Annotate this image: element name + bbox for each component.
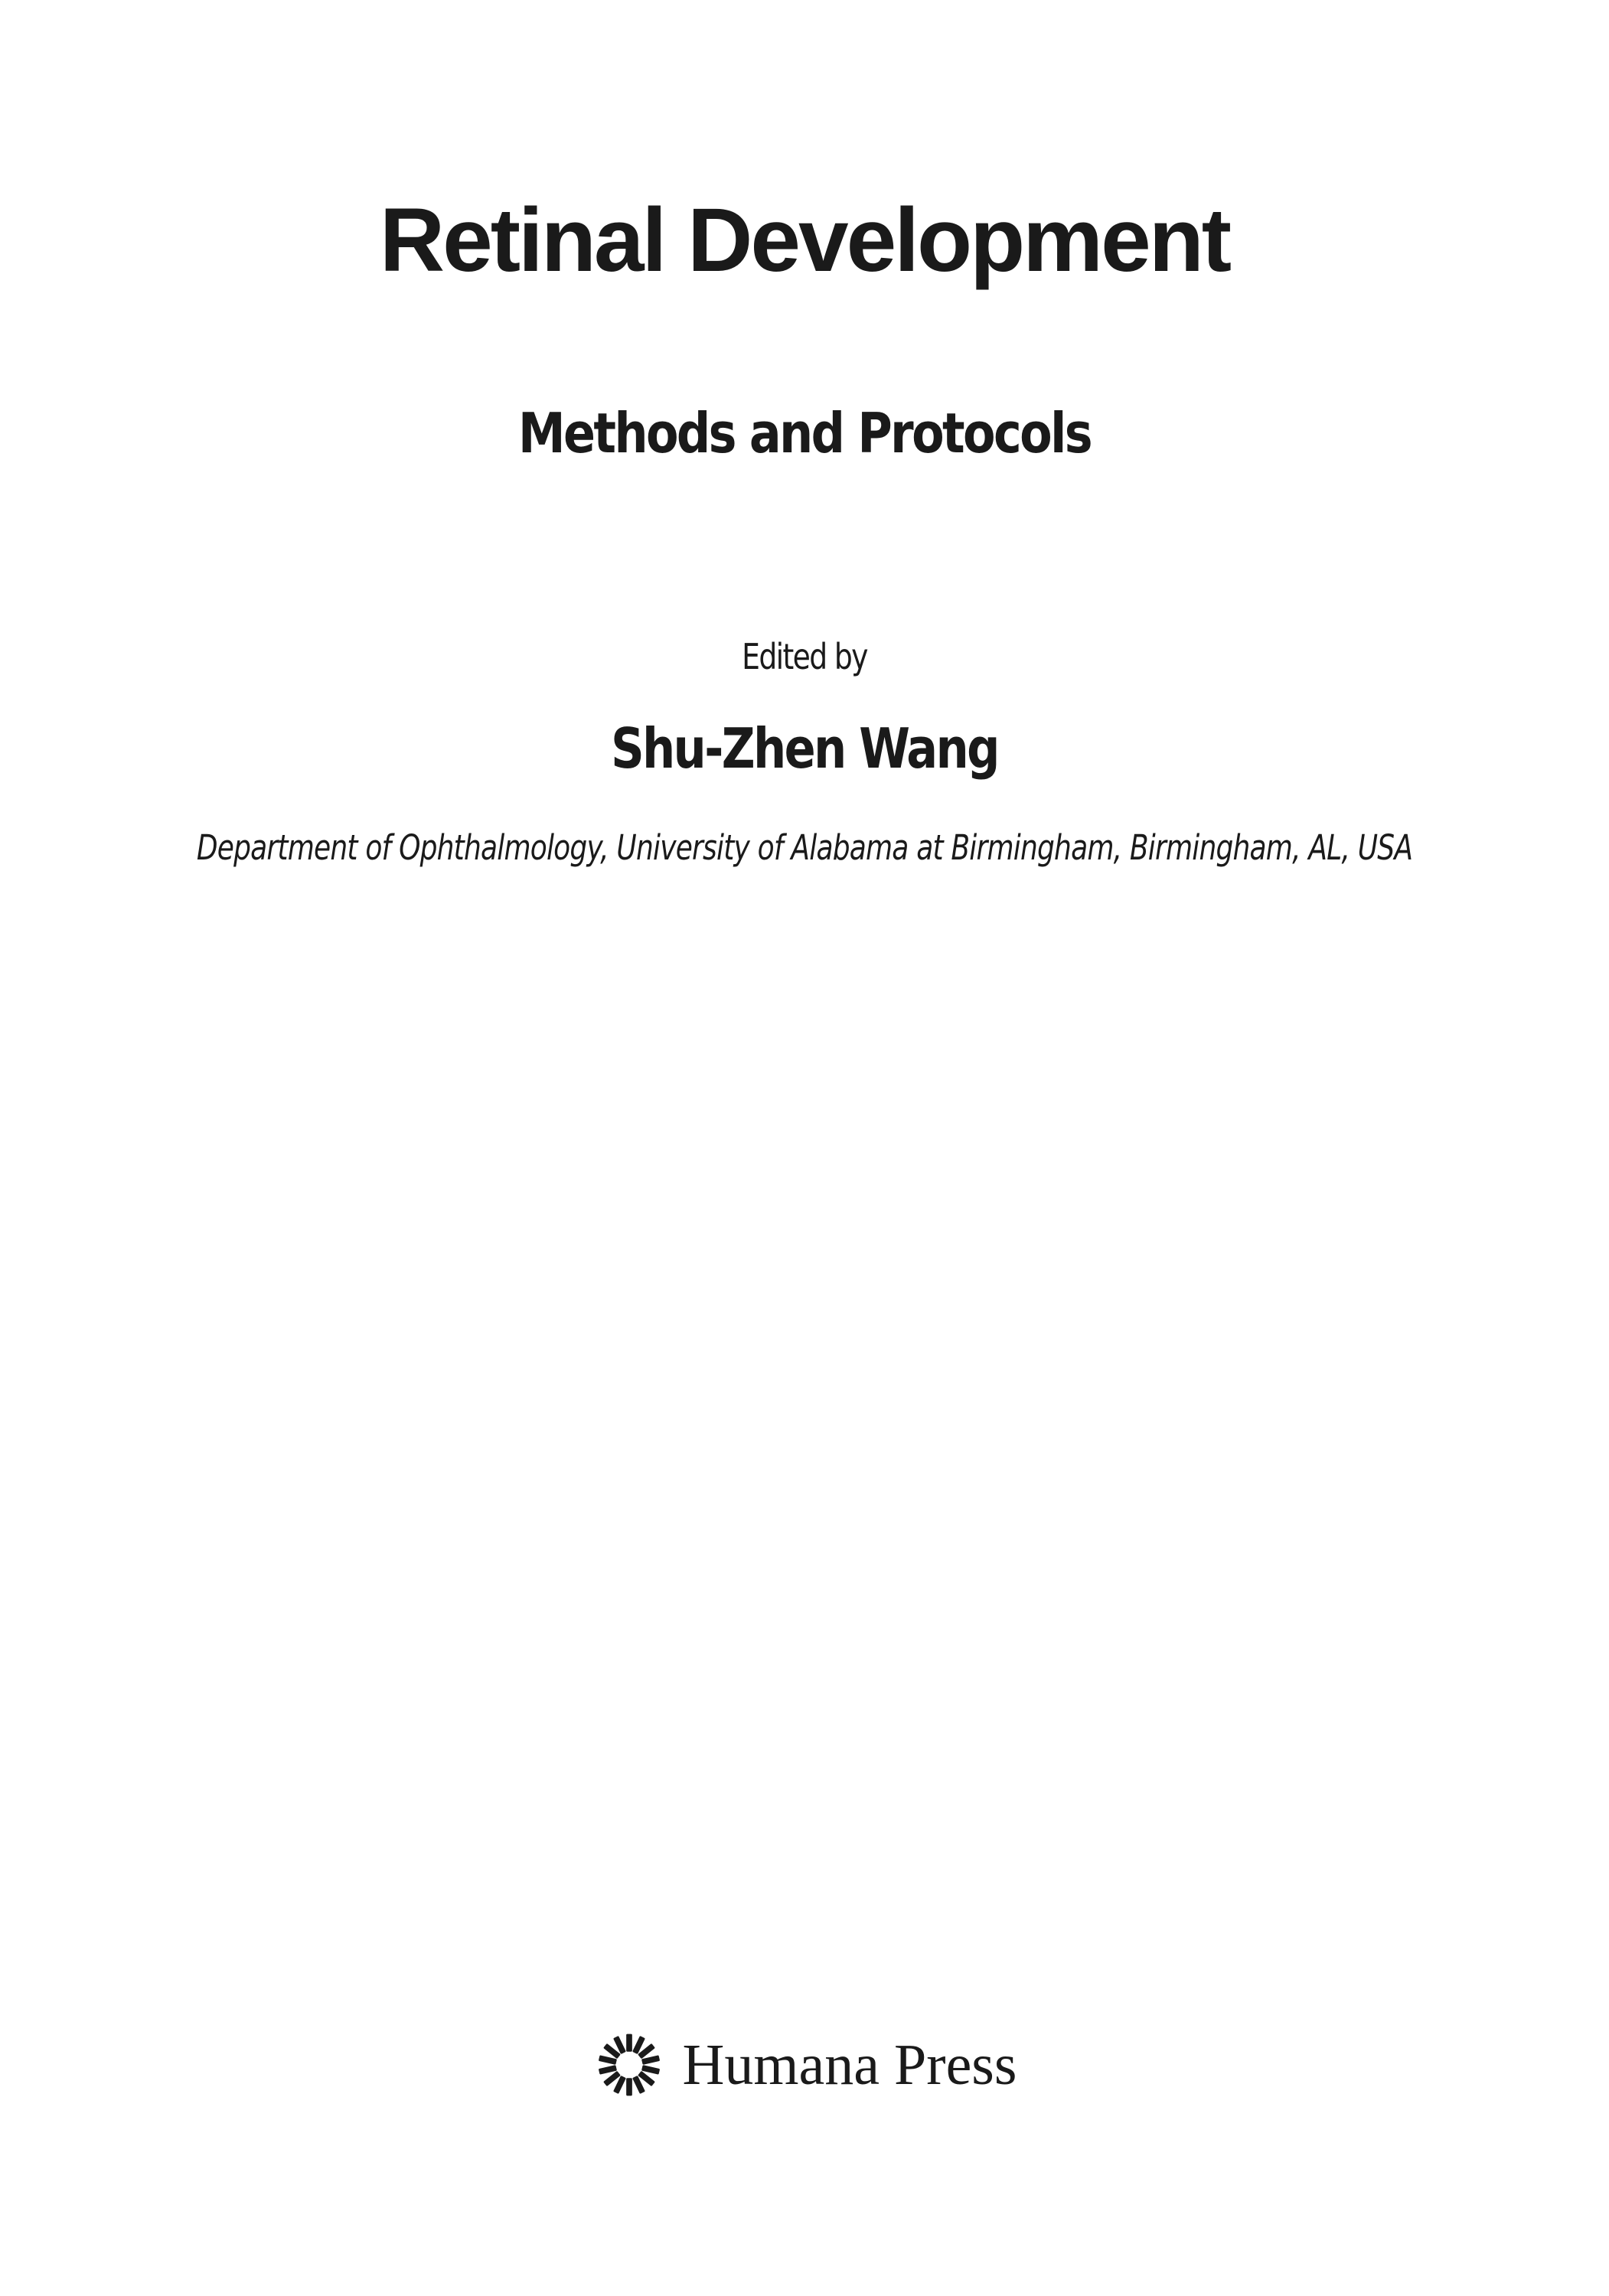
logo-ray [626,2078,632,2095]
publisher-imprint [0,2028,1609,2102]
edited-by-label: Edited by [742,636,867,677]
book-title: Retinal Development [379,190,1230,291]
logo-ray [626,2034,632,2052]
book-subtitle: Methods and Protocols [517,401,1092,465]
publisher-name: Humana Press [682,2033,1017,2097]
editor-affiliation: Department of Ophthalmology, University of Alabama at Birmingham, Birmingham, AL, USA [196,827,1413,868]
editor-name: Shu-Zhen Wang [611,716,998,781]
sunburst-logo-icon [592,2028,666,2102]
